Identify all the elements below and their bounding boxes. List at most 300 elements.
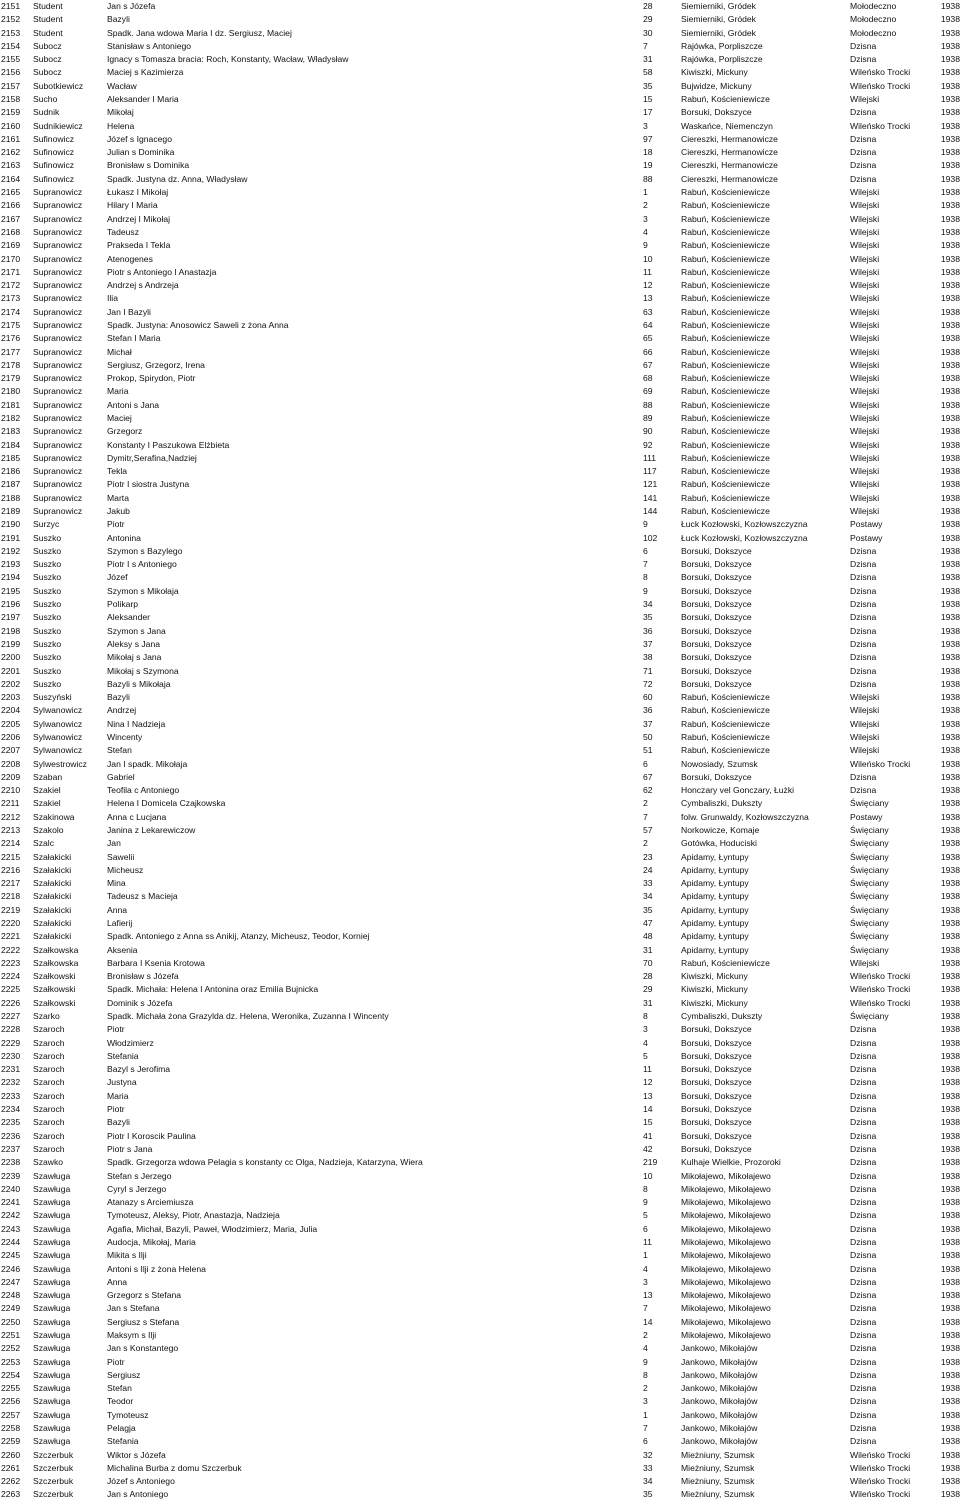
cell-id: 2213 xyxy=(1,824,21,835)
table-row xyxy=(0,1302,960,1315)
cell-id: 2194 xyxy=(1,572,21,583)
cell-given: Mikołaj xyxy=(107,107,134,118)
cell-given: Stefan s Jerzego xyxy=(107,1170,172,1181)
cell-surname: Supranowicz xyxy=(33,280,83,291)
cell-given: Józef xyxy=(107,572,128,583)
cell-surname: Szawługa xyxy=(33,1436,71,1447)
cell-district: Dzisna xyxy=(850,160,877,171)
cell-surname: Szakinowa xyxy=(33,811,75,822)
cell-id: 2192 xyxy=(1,545,21,556)
cell-id: 2154 xyxy=(1,40,21,51)
cell-year: 1938 xyxy=(940,160,960,171)
cell-surname: Sylwestrowicz xyxy=(33,758,87,769)
table-row xyxy=(0,1170,960,1183)
cell-given: Pelagja xyxy=(107,1423,136,1434)
cell-house: 68 xyxy=(643,373,653,384)
cell-house: 34 xyxy=(643,599,653,610)
cell-year: 1938 xyxy=(940,1050,960,1061)
cell-district: Święciany xyxy=(850,878,889,889)
cell-house: 34 xyxy=(643,891,653,902)
cell-year: 1938 xyxy=(940,426,960,437)
table-row xyxy=(0,1116,960,1129)
cell-surname: Szaroch xyxy=(33,1077,65,1088)
cell-id: 2161 xyxy=(1,133,21,144)
cell-district: Postawy xyxy=(850,519,883,530)
cell-district: Wilejski xyxy=(850,492,880,503)
cell-house: 219 xyxy=(643,1157,658,1168)
cell-given: Piotr s Antoniego I Anastazja xyxy=(107,266,217,277)
cell-given: Piotr I siostra Justyna xyxy=(107,479,190,490)
cell-district: Wilejski xyxy=(850,306,880,317)
cell-surname: Szawługa xyxy=(33,1343,71,1354)
cell-id: 2177 xyxy=(1,346,21,357)
table-row xyxy=(0,1223,960,1236)
cell-district: Dzisna xyxy=(850,1236,877,1247)
cell-given: Barbara I Ksenia Krotowa xyxy=(107,957,205,968)
cell-year: 1938 xyxy=(940,54,960,65)
cell-given: Lafierij xyxy=(107,918,133,928)
cell-year: 1938 xyxy=(940,1250,960,1261)
cell-surname: Szałakicki xyxy=(33,851,72,862)
cell-house: 65 xyxy=(643,333,653,344)
cell-id: 2256 xyxy=(1,1396,21,1407)
cell-surname: Sylwanowicz xyxy=(33,718,83,729)
cell-district: Dzisna xyxy=(850,1050,877,1061)
cell-district: Dzisna xyxy=(850,652,877,663)
cell-id: 2187 xyxy=(1,479,21,490)
cell-year: 1938 xyxy=(940,187,960,198)
cell-id: 2232 xyxy=(1,1077,21,1088)
cell-house: 35 xyxy=(643,612,653,623)
table-row xyxy=(0,558,960,571)
cell-id: 2200 xyxy=(1,652,21,663)
cell-district: Dzisna xyxy=(850,1276,877,1287)
cell-house: 4 xyxy=(643,1343,648,1354)
table-row xyxy=(0,678,960,691)
cell-given: Tekla xyxy=(107,466,128,477)
cell-place: Siemierniki, Gródek xyxy=(681,27,756,38)
cell-district: Dzisna xyxy=(850,1290,877,1301)
cell-given: Piotr xyxy=(107,1024,125,1035)
table-row xyxy=(0,598,960,611)
cell-surname: Supranowicz xyxy=(33,346,83,357)
cell-surname: Szawługa xyxy=(33,1250,71,1261)
cell-surname: Szawługa xyxy=(33,1383,71,1394)
cell-given: Bazyli xyxy=(107,1117,130,1128)
cell-given: Tadeusz s Macieja xyxy=(107,891,178,902)
cell-house: 9 xyxy=(643,585,648,596)
cell-house: 24 xyxy=(643,864,653,875)
cell-given: Jan s Józefa xyxy=(107,1,156,11)
cell-district: Święciany xyxy=(850,851,889,862)
cell-year: 1938 xyxy=(940,532,960,543)
cell-district: Dzisna xyxy=(850,612,877,623)
cell-place: Rabuń, Kościeniewicze xyxy=(681,306,770,317)
cell-surname: Supranowicz xyxy=(33,479,83,490)
cell-given: Atenogenes xyxy=(107,253,153,264)
cell-surname: Szarko xyxy=(33,1011,60,1022)
cell-district: Wileńsko Trocki xyxy=(850,984,911,995)
cell-id: 2251 xyxy=(1,1330,21,1340)
cell-id: 2222 xyxy=(1,944,21,955)
cell-surname: Sudnik xyxy=(33,107,60,118)
table-row xyxy=(0,279,960,292)
cell-house: 2 xyxy=(643,200,648,211)
cell-place: Rabuń, Kościeniewicze xyxy=(681,386,770,397)
cell-year: 1938 xyxy=(940,612,960,623)
cell-district: Dzisna xyxy=(850,1383,877,1394)
cell-surname: Supranowicz xyxy=(33,266,83,277)
cell-house: 5 xyxy=(643,1210,648,1221)
table-row xyxy=(0,1050,960,1063)
cell-given: Dymitr,Serafina,Nadziej xyxy=(107,452,197,463)
cell-place: Borsuki, Dokszyce xyxy=(681,585,752,596)
cell-district: Mołodeczno xyxy=(850,1,897,11)
cell-given: Aleksy s Jana xyxy=(107,638,161,649)
cell-id: 2183 xyxy=(1,426,21,437)
cell-year: 1938 xyxy=(940,824,960,835)
cell-house: 7 xyxy=(643,559,648,570)
cell-house: 30 xyxy=(643,27,653,38)
cell-house: 88 xyxy=(643,173,653,184)
cell-district: Dzisna xyxy=(850,1077,877,1088)
cell-year: 1938 xyxy=(940,1077,960,1088)
cell-house: 8 xyxy=(643,1183,648,1194)
cell-year: 1938 xyxy=(940,67,960,78)
cell-district: Wilejski xyxy=(850,253,880,264)
cell-surname: Szawługa xyxy=(33,1369,71,1380)
cell-id: 2208 xyxy=(1,758,21,769)
cell-district: Wilejski xyxy=(850,266,880,277)
cell-id: 2238 xyxy=(1,1157,21,1168)
cell-surname: Szawługa xyxy=(33,1356,71,1367)
cell-given: Piotr xyxy=(107,1356,125,1367)
cell-place: Jankowo, Mikołajów xyxy=(681,1343,758,1354)
cell-surname: Supranowicz xyxy=(33,373,83,384)
cell-surname: Szakiel xyxy=(33,785,61,796)
cell-place: Rabuń, Kościeniewicze xyxy=(681,479,770,490)
cell-surname: Szawługa xyxy=(33,1210,71,1221)
cell-year: 1938 xyxy=(940,147,960,158)
cell-house: 3 xyxy=(643,120,648,131)
cell-surname: Suszko xyxy=(33,559,62,570)
cell-place: Rabuń, Kościeniewicze xyxy=(681,359,770,370)
cell-id: 2155 xyxy=(1,54,21,65)
cell-id: 2254 xyxy=(1,1369,21,1380)
cell-id: 2258 xyxy=(1,1423,21,1434)
cell-id: 2263 xyxy=(1,1489,21,1500)
cell-given: Maria xyxy=(107,1090,129,1101)
cell-id: 2214 xyxy=(1,838,21,849)
table-row xyxy=(0,824,960,837)
table-row xyxy=(0,851,960,864)
cell-place: Mikołajewo, Mikołajewo xyxy=(681,1276,771,1287)
cell-id: 2176 xyxy=(1,333,21,344)
cell-place: Ciereszki, Hermanowicze xyxy=(681,173,778,184)
cell-place: Bujwidze, Mickuny xyxy=(681,80,752,91)
cell-year: 1938 xyxy=(940,1236,960,1247)
table-row xyxy=(0,930,960,943)
cell-id: 2248 xyxy=(1,1290,21,1301)
table-row xyxy=(0,1263,960,1276)
table-row xyxy=(0,27,960,40)
cell-place: Kiwiszki, Mickuny xyxy=(681,67,748,78)
cell-house: 97 xyxy=(643,133,653,144)
cell-given: Anna c Lucjana xyxy=(107,811,167,822)
cell-year: 1938 xyxy=(940,771,960,782)
cell-surname: Szawługa xyxy=(33,1409,71,1420)
cell-surname: Sudnikiewicz xyxy=(33,120,83,131)
cell-given: Prokop, Spirydon, Piotr xyxy=(107,373,196,384)
cell-house: 144 xyxy=(643,506,658,517)
cell-surname: Sucho xyxy=(33,94,58,105)
cell-place: Apidamy, Łyntupy xyxy=(681,891,749,902)
cell-house: 7 xyxy=(643,1423,648,1434)
cell-district: Wileńsko Trocki xyxy=(850,120,911,131)
table-row xyxy=(0,1130,960,1143)
cell-given: Bazyli xyxy=(107,692,130,703)
cell-given: Michalina Burba z domu Szczerbuk xyxy=(107,1462,242,1473)
cell-given: Micheusz xyxy=(107,864,144,875)
cell-place: Borsuki, Dokszyce xyxy=(681,638,752,649)
cell-year: 1938 xyxy=(940,306,960,317)
table-row xyxy=(0,651,960,664)
cell-house: 35 xyxy=(643,904,653,915)
cell-given: Maciej xyxy=(107,412,132,423)
table-row xyxy=(0,585,960,598)
cell-surname: Sufinowicz xyxy=(33,173,75,184)
cell-year: 1938 xyxy=(940,1290,960,1301)
cell-house: 42 xyxy=(643,1143,653,1154)
cell-house: 11 xyxy=(643,1236,652,1247)
cell-district: Święciany xyxy=(850,944,889,955)
cell-id: 2252 xyxy=(1,1343,21,1354)
table-row xyxy=(0,1156,960,1169)
cell-id: 2249 xyxy=(1,1303,21,1314)
cell-house: 69 xyxy=(643,386,653,397)
cell-place: Ciereszki, Hermanowicze xyxy=(681,147,778,158)
cell-year: 1938 xyxy=(940,200,960,211)
cell-surname: Suszko xyxy=(33,585,62,596)
cell-district: Dzisna xyxy=(850,1369,877,1380)
cell-place: Apidamy, Łyntupy xyxy=(681,851,749,862)
cell-given: Mikołaj s Szymona xyxy=(107,665,179,676)
cell-given: Maciej s Kazimierza xyxy=(107,67,184,78)
cell-year: 1938 xyxy=(940,319,960,330)
table-row xyxy=(0,611,960,624)
cell-given: Ilia xyxy=(107,293,118,304)
cell-place: Apidamy, Łyntupy xyxy=(681,944,749,955)
cell-district: Dzisna xyxy=(850,133,877,144)
cell-place: Mikołajewo, Mikołajewo xyxy=(681,1316,771,1327)
cell-district: Dzisna xyxy=(850,1104,877,1115)
cell-district: Postawy xyxy=(850,811,883,822)
cell-year: 1938 xyxy=(940,1396,960,1407)
cell-id: 2206 xyxy=(1,731,21,742)
cell-id: 2216 xyxy=(1,864,21,875)
table-row xyxy=(0,1236,960,1249)
cell-district: Dzisna xyxy=(850,173,877,184)
cell-year: 1938 xyxy=(940,705,960,716)
cell-id: 2247 xyxy=(1,1276,21,1287)
cell-given: Prakseda I Tekla xyxy=(107,240,171,251)
table-row xyxy=(0,545,960,558)
table-row xyxy=(0,399,960,412)
cell-house: 33 xyxy=(643,878,653,889)
cell-year: 1938 xyxy=(940,585,960,596)
cell-year: 1938 xyxy=(940,213,960,224)
cell-id: 2229 xyxy=(1,1037,21,1048)
cell-place: Borsuki, Dokszyce xyxy=(681,559,752,570)
table-row xyxy=(0,532,960,545)
table-row xyxy=(0,718,960,731)
cell-district: Wileńsko Trocki xyxy=(850,80,911,91)
table-row xyxy=(0,13,960,26)
cell-district: Dzisna xyxy=(850,1037,877,1048)
cell-surname: Szczerbuk xyxy=(33,1476,74,1487)
table-row xyxy=(0,983,960,996)
table-row xyxy=(0,146,960,159)
table-row xyxy=(0,1249,960,1262)
table-row xyxy=(0,1209,960,1222)
cell-house: 47 xyxy=(643,918,653,928)
cell-id: 2203 xyxy=(1,692,21,703)
cell-place: Borsuki, Dokszyce xyxy=(681,1130,752,1141)
cell-year: 1938 xyxy=(940,599,960,610)
cell-house: 6 xyxy=(643,758,648,769)
cell-house: 89 xyxy=(643,412,653,423)
cell-id: 2231 xyxy=(1,1064,21,1075)
cell-surname: Szaroch xyxy=(33,1024,65,1035)
cell-place: Rabuń, Kościeniewicze xyxy=(681,373,770,384)
cell-id: 2193 xyxy=(1,559,21,570)
cell-id: 2212 xyxy=(1,811,21,822)
cell-house: 17 xyxy=(643,107,653,118)
table-row xyxy=(0,997,960,1010)
cell-house: 121 xyxy=(643,479,658,490)
cell-year: 1938 xyxy=(940,399,960,410)
table-row xyxy=(0,1010,960,1023)
cell-place: Rabuń, Kościeniewicze xyxy=(681,492,770,503)
table-row xyxy=(0,758,960,771)
cell-id: 2165 xyxy=(1,187,21,198)
cell-id: 2202 xyxy=(1,678,21,689)
cell-district: Dzisna xyxy=(850,1343,877,1354)
cell-year: 1938 xyxy=(940,984,960,995)
cell-id: 2235 xyxy=(1,1117,21,1128)
cell-given: Bazyli xyxy=(107,14,130,25)
cell-year: 1938 xyxy=(940,1,960,11)
cell-year: 1938 xyxy=(940,731,960,742)
cell-district: Dzisna xyxy=(850,1316,877,1327)
cell-district: Wilejski xyxy=(850,705,880,716)
cell-house: 57 xyxy=(643,824,653,835)
cell-given: Spadk. Michała: Helena I Antonina oraz Emilia Bujnicka xyxy=(107,984,319,995)
cell-id: 2205 xyxy=(1,718,21,729)
cell-district: Wilejski xyxy=(850,399,880,410)
cell-surname: Szawługa xyxy=(33,1263,71,1274)
cell-given: Dominik s Józefa xyxy=(107,997,173,1008)
cell-id: 2172 xyxy=(1,280,21,291)
cell-district: Dzisna xyxy=(850,665,877,676)
cell-place: Cymbaliszki, Dukszty xyxy=(681,798,763,809)
cell-year: 1938 xyxy=(940,94,960,105)
cell-surname: Szaroch xyxy=(33,1104,65,1115)
cell-house: 3 xyxy=(643,1024,648,1035)
cell-year: 1938 xyxy=(940,120,960,131)
cell-id: 2184 xyxy=(1,439,21,450)
cell-given: Sawelii xyxy=(107,851,135,862)
cell-id: 2157 xyxy=(1,80,21,91)
cell-house: 7 xyxy=(643,40,648,51)
cell-house: 9 xyxy=(643,240,648,251)
cell-house: 2 xyxy=(643,798,648,809)
cell-year: 1938 xyxy=(940,545,960,556)
cell-given: Nina I Nadzieja xyxy=(107,718,166,729)
cell-surname: Suszko xyxy=(33,652,62,663)
table-row xyxy=(0,704,960,717)
cell-year: 1938 xyxy=(940,1223,960,1234)
cell-year: 1938 xyxy=(940,904,960,915)
cell-place: Honczary vel Gonczary, Łużki xyxy=(681,785,795,796)
cell-district: Święciany xyxy=(850,931,889,942)
cell-id: 2245 xyxy=(1,1250,21,1261)
cell-year: 1938 xyxy=(940,785,960,796)
table-row xyxy=(0,1409,960,1422)
cell-house: 33 xyxy=(643,1462,653,1473)
cell-given: Maria xyxy=(107,386,129,397)
table-row xyxy=(0,478,960,491)
cell-surname: Student xyxy=(33,14,63,25)
cell-place: Jankowo, Mikołajów xyxy=(681,1383,758,1394)
table-row xyxy=(0,173,960,186)
cell-place: Borsuki, Dokszyce xyxy=(681,1024,752,1035)
table-row xyxy=(0,159,960,172)
cell-place: Rabuń, Kościeniewicze xyxy=(681,346,770,357)
cell-id: 2196 xyxy=(1,599,21,610)
cell-given: Sergiusz s Stefana xyxy=(107,1316,180,1327)
cell-surname: Supranowicz xyxy=(33,412,83,423)
cell-id: 2242 xyxy=(1,1210,21,1221)
cell-year: 1938 xyxy=(940,1090,960,1101)
table-row xyxy=(0,385,960,398)
cell-place: Rabuń, Kościeniewicze xyxy=(681,266,770,277)
cell-given: Aleksander I Maria xyxy=(107,94,179,105)
cell-year: 1938 xyxy=(940,652,960,663)
cell-given: Szymon s Jana xyxy=(107,625,166,636)
table-row xyxy=(0,1462,960,1475)
table-row xyxy=(0,1329,960,1342)
cell-surname: Szawko xyxy=(33,1157,64,1168)
cell-given: Sergiusz xyxy=(107,1369,141,1380)
cell-house: 41 xyxy=(643,1130,653,1141)
cell-place: Rabuń, Kościeniewicze xyxy=(681,399,770,410)
cell-house: 2 xyxy=(643,1330,648,1340)
cell-year: 1938 xyxy=(940,625,960,636)
cell-year: 1938 xyxy=(940,1462,960,1473)
cell-id: 2246 xyxy=(1,1263,21,1274)
cell-year: 1938 xyxy=(940,1369,960,1380)
cell-given: Helena xyxy=(107,120,135,131)
cell-year: 1938 xyxy=(940,519,960,530)
cell-given: Stefan xyxy=(107,745,132,756)
cell-year: 1938 xyxy=(940,173,960,184)
cell-given: Aleksander xyxy=(107,612,150,623)
cell-house: 102 xyxy=(643,532,658,543)
cell-district: Święciany xyxy=(850,918,889,928)
cell-place: Waskańce, Niemenczyn xyxy=(681,120,773,131)
cell-id: 2163 xyxy=(1,160,21,171)
